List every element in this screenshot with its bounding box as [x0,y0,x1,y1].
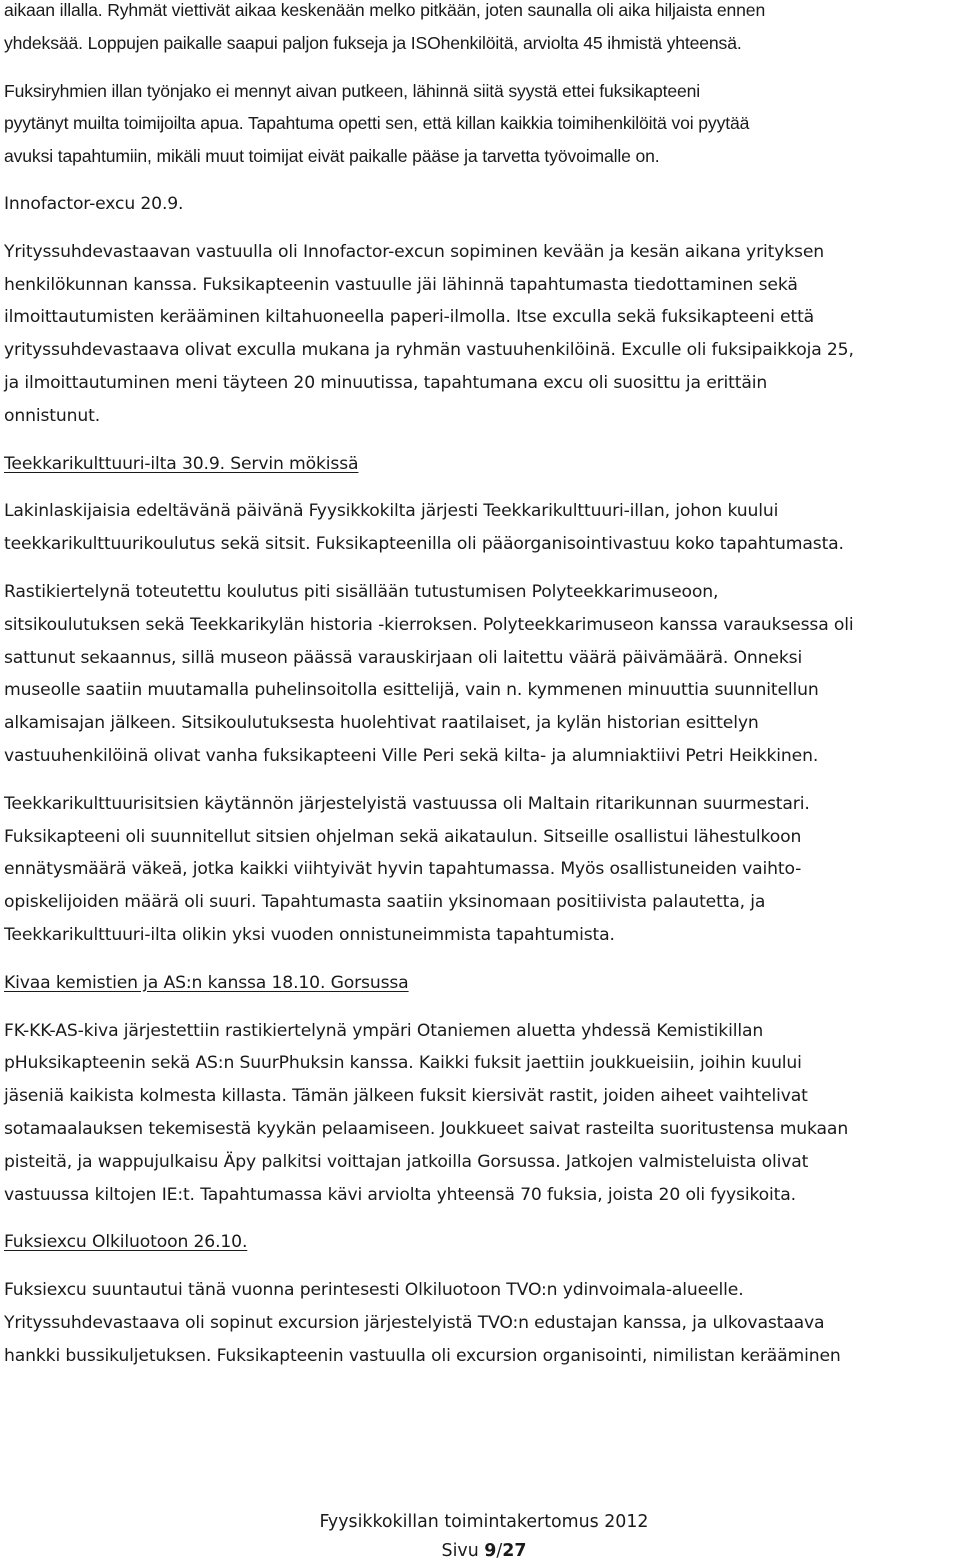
section-heading-innofactor [4,188,954,221]
paragraph-4 [4,495,954,561]
text-line: Lakinlaskijaisia edeltävänä päivänä Fyysikkokilta järjesti Teekkarikulttuuri-illan, johon kuului [4,501,779,522]
page-number [4,1541,960,1561]
document-page [4,0,954,1372]
paragraph-7 [4,1015,954,1212]
text-line: ilmoittautumisten kerääminen kiltahuoneella paperi-ilmolla. Itse exculla sekä fuksikapteeni että [4,307,815,328]
text-line: avuksi tapahtumiin, mikäli muut toimijat eivät paikalle pääse ja tarvetta työvoimalle on. [4,146,660,167]
text-line: sattunut sekaannus, sillä museon päässä varauskirjaan oli laitettu väärä päivämäärä. Onneksi [4,647,803,668]
heading-text: Fuksiexcu Olkiluotoon 26.10. [4,1232,248,1253]
paragraph-8 [4,1274,954,1372]
page-separator: / [496,1541,503,1561]
text-line: ennätysmäärä väkeä, jotka kaikki viihtyivät hyvin tapahtumassa. Myös osallistuneiden vaihto- [4,859,802,880]
text-line: opiskelijoiden määrä oli suuri. Tapahtumasta saatiin yksinomaan positiivista palautetta, ja [4,892,766,913]
text-line: Fuksiexcu suuntautui tänä vuonna perintesesti Olkiluotoon TVO:n ydinvoimala-alueelle. [4,1280,744,1301]
text-line: Rastikiertelynä toteutettu koulutus piti sisällään tutustumisen Polyteekkarimuseoon, [4,581,719,602]
text-line: vastuuhenkilöinä olivat vanha fuksikapteeni Ville Peri sekä kilta- ja alumniaktiivi Petri Heikkinen. [4,745,819,766]
text-line: sitsikoulutuksen sekä Teekkarikylän historia -kierroksen. Polyteekkarimuseon kanssa varauksessa oli [4,614,854,635]
section-heading-kivaa [4,967,954,1000]
text-line: jäseniä kaikista kolmesta killasta. Tämän jälkeen fuksit kiersivät rastit, joiden aiheet vaihtelivat [4,1086,808,1107]
text-line: Teekkarikulttuurisitsien käytännön järjestelyistä vastuussa oli Maltain ritarikunnan suurmestari. [4,793,810,814]
paragraph-6 [4,788,954,952]
text-line: onnistunut. [4,405,101,426]
text-line: museolle saatiin muutamalla puhelinsoitolla esittelijä, vain n. kymmenen minuuttia suunnitellun [4,680,819,701]
page-total: 27 [502,1541,527,1561]
footer-title: Fyysikkokillan toimintakertomus 2012 [319,1512,649,1532]
heading-text: Innofactor-excu 20.9. [4,193,184,214]
text-line: henkilökunnan kanssa. Fuksikapteenin vastuulle jäi lähinnä tapahtumasta tiedottaminen sekä [4,274,798,295]
text-line: Yrityssuhdevastaava oli sopinut excursion järjestelyistä TVO:n edustajan kanssa, ja ulkovastaava [4,1312,825,1333]
paragraph-3 [4,236,954,433]
text-line: yhdeksää. Loppujen paikalle saapui paljon fukseja ja ISOhenkilöitä, arviolta 45 ihmistä yhteensä. [4,32,742,53]
heading-text: Teekkarikulttuuri-ilta 30.9. Servin mökissä [4,453,359,474]
text-line: Teekkarikulttuuri-ilta olikin yksi vuoden onnistuneimmista tapahtumista. [4,924,615,945]
page-current: 9 [484,1541,497,1561]
paragraph-1 [4,0,954,60]
text-line: hankki bussikuljetuksen. Fuksikapteenin vastuulla oli excursion organisointi, nimilistan kerääminen [4,1345,841,1366]
text-line: FK-KK-AS-kiva järjestettiin rastikiertelynä ympäri Otaniemen aluetta yhdessä Kemistikillan [4,1020,764,1041]
text-line: alkamisajan jälkeen. Sitsikoulutuksesta huolehtivat raatilaiset, ja kylän historian esittelyn [4,713,759,734]
text-line: sotamaalauksen tekemisestä kyykän pelaamiseen. Joukkueet saivat rasteilta suoritustensa mukaan [4,1118,849,1139]
text-line: Fuksikapteeni oli suunnitellut sitsien ohjelman sekä aikataulun. Sitseille osallistui lähestulkoon [4,826,802,847]
text-line: yrityssuhdevastaava olivat exculla mukana ja ryhmän vastuuhenkilöinä. Exculle oli fuksipaikkoja 25, [4,340,854,361]
text-line: pHuksikapteenin sekä AS:n SuurPhuksin kanssa. Kaikki fuksit jaettiin joukkueisiin, joihin kuului [4,1053,802,1074]
text-line: teekkarikulttuurikoulutus sekä sitsit. Fuksikapteenilla oli pääorganisointivastuu koko tapahtumasta. [4,534,844,555]
paragraph-2 [4,75,954,173]
text-line: vastuussa kiltojen IE:t. Tapahtumassa kävi arviolta yhteensä 70 fuksia, joista 20 oli fyysikoita. [4,1184,796,1205]
text-line: ja ilmoittautuminen meni täyteen 20 minuutissa, tapahtumana excu oli suosittu ja erittäin [4,372,768,393]
text-line: pyytänyt muilta toimijoilta apua. Tapahtuma opetti sen, että killan kaikkia toimihenkilöitä voi pyytää [4,113,750,134]
section-heading-fuksiexcu [4,1226,954,1259]
heading-text: Kivaa kemistien ja AS:n kanssa 18.10. Gorsussa [4,972,409,993]
section-heading-teekkarikulttuuri [4,448,954,481]
paragraph-5 [4,576,954,773]
text-line: Fuksiryhmien illan työnjako ei mennyt aivan putkeen, lähinnä siitä syystä ettei fuksikapteeni [4,80,701,101]
text-line: Yrityssuhdevastaavan vastuulla oli Innofactor-excun sopiminen kevään ja kesän aikana yrityksen [4,241,824,262]
page-prefix: Sivu [441,1541,485,1561]
text-line: aikaan illalla. Ryhmät viettivät aikaa keskenään melko pitkään, joten saunalla oli aika hiljaista ennen [4,0,766,20]
text-line: pisteitä, ja wappujulkaisu Äpy palkitsi voittajan jatkoilla Gorsussa. Jatkojen valmisteluista olivat [4,1151,809,1172]
